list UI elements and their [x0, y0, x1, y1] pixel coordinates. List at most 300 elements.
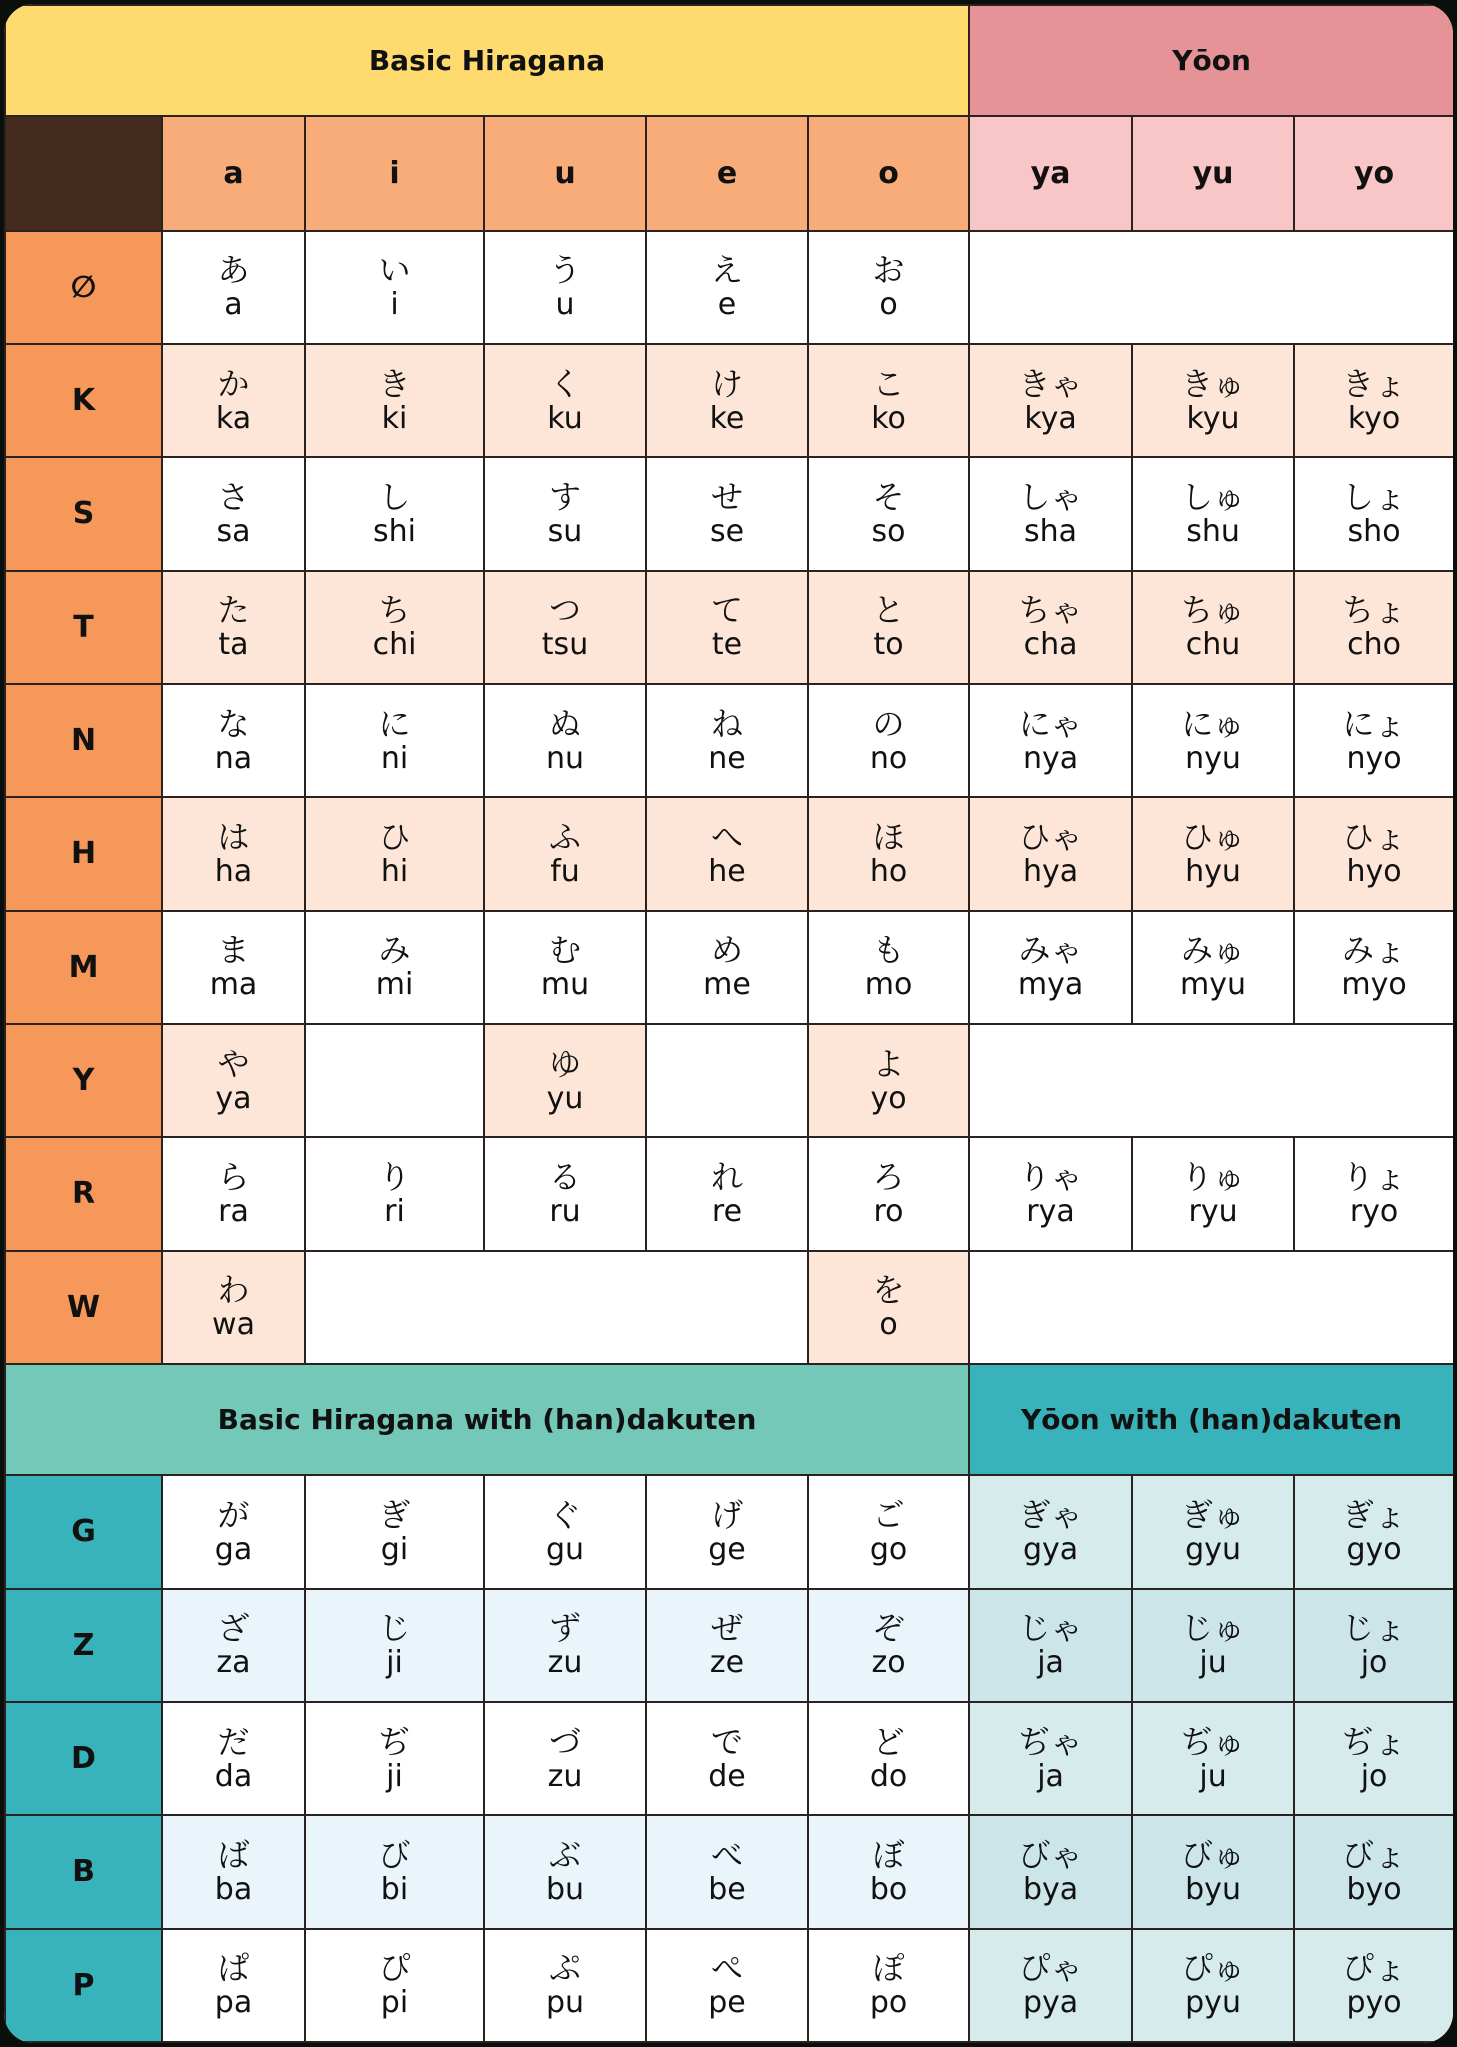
kana-cell	[162, 1589, 305, 1702]
kana: か	[217, 364, 250, 403]
kana: た	[217, 591, 250, 630]
kana: ぴゅ	[1181, 1949, 1246, 1988]
yoon-cell	[1132, 1929, 1294, 2042]
kana-cell	[162, 1024, 305, 1137]
kana: り	[378, 1157, 411, 1196]
romaji: ta	[218, 627, 249, 663]
kana-cell	[162, 684, 305, 797]
romaji: byo	[1346, 1871, 1402, 1907]
romaji: so	[871, 513, 906, 549]
romaji: ju	[1199, 1645, 1227, 1681]
kana-cell	[305, 1929, 484, 2042]
section-header-basic-label: Basic Hiragana	[368, 44, 606, 78]
kana: と	[872, 591, 905, 630]
hiragana-chart	[4, 4, 1453, 2043]
kana-cell	[484, 1137, 646, 1250]
kana: う	[548, 251, 581, 290]
yoon-cell	[969, 797, 1132, 910]
romaji: cho	[1347, 627, 1401, 663]
table-row	[5, 116, 1453, 230]
kana: びゃ	[1018, 1835, 1083, 1874]
kana-cell	[162, 797, 305, 910]
row-header	[5, 571, 162, 684]
kana: ひょ	[1342, 817, 1407, 856]
romaji: ji	[386, 1645, 403, 1681]
romaji: pu	[545, 1985, 585, 2021]
kana-cell	[646, 344, 808, 457]
kana: て	[710, 591, 743, 630]
empty-yoon-cell	[969, 1251, 1453, 1364]
romaji: ji	[386, 1758, 403, 1794]
kana-cell	[484, 1929, 646, 2042]
kana-cell	[646, 684, 808, 797]
table-row	[5, 1929, 1453, 2042]
kana-cell	[305, 1475, 484, 1588]
kana: りゅ	[1181, 1157, 1246, 1196]
kana-cell	[646, 571, 808, 684]
kana: みゅ	[1181, 931, 1246, 970]
kana: ぱ	[217, 1949, 250, 1988]
kana: ぢゅ	[1181, 1722, 1246, 1761]
kana-cell	[162, 457, 305, 570]
yoon-cell	[1294, 344, 1453, 457]
kana: で	[710, 1722, 743, 1761]
romaji: shu	[1186, 513, 1240, 549]
kana-cell	[484, 1475, 646, 1588]
kana-cell	[162, 1815, 305, 1928]
romaji: bya	[1022, 1871, 1079, 1907]
romaji: cha	[1023, 627, 1078, 663]
kana: け	[710, 364, 743, 403]
yoon-cell	[969, 684, 1132, 797]
row-header	[5, 1137, 162, 1250]
kana: も	[872, 931, 905, 970]
yoon-cell	[1132, 1589, 1294, 1702]
romaji: ku	[547, 400, 583, 436]
romaji: ka	[215, 400, 252, 436]
romaji: nyo	[1346, 740, 1402, 776]
kana-cell	[646, 1589, 808, 1702]
empty-cell	[305, 1024, 484, 1137]
kana-cell	[808, 911, 969, 1024]
romaji: sho	[1347, 513, 1401, 549]
romaji: bi	[380, 1871, 409, 1907]
vowel-header	[808, 116, 969, 230]
yoon-cell	[1132, 571, 1294, 684]
kana-cell	[484, 1024, 646, 1137]
kana-cell	[162, 1137, 305, 1250]
kana-cell	[305, 571, 484, 684]
yoon-cell	[1132, 1475, 1294, 1588]
romaji: zu	[547, 1758, 583, 1794]
kana: ぞ	[872, 1609, 905, 1648]
kana-cell	[484, 231, 646, 344]
table-row	[5, 911, 1453, 1024]
yoon-vowel-header-label: yo	[1353, 155, 1395, 191]
row-header-label: P	[72, 1967, 95, 2003]
kana: ぢ	[378, 1722, 411, 1761]
romaji: ke	[709, 400, 745, 436]
romaji: ru	[549, 1193, 581, 1229]
kana: ちゃ	[1018, 591, 1083, 630]
romaji: bu	[545, 1871, 585, 1907]
yoon-cell	[1132, 911, 1294, 1024]
kana: を	[872, 1271, 905, 1310]
romaji: ro	[873, 1193, 904, 1229]
kana-cell	[305, 457, 484, 570]
yoon-vowel-header	[969, 116, 1132, 230]
kana: い	[378, 251, 411, 290]
yoon-cell	[1294, 911, 1453, 1024]
kana: じ	[378, 1609, 411, 1648]
romaji: rya	[1026, 1193, 1075, 1229]
romaji: hi	[380, 853, 409, 889]
romaji: zu	[547, 1645, 583, 1681]
romaji: po	[869, 1985, 908, 2021]
kana: りゃ	[1018, 1157, 1083, 1196]
yoon-cell	[1294, 1815, 1453, 1928]
kana-cell	[484, 571, 646, 684]
kana: ぼ	[872, 1835, 905, 1874]
romaji: ju	[1199, 1758, 1227, 1794]
romaji: ba	[214, 1871, 253, 1907]
section-header-basic-dakuten	[5, 1364, 969, 1475]
kana: き	[378, 364, 411, 403]
romaji: se	[709, 513, 745, 549]
kana: ぴゃ	[1018, 1949, 1083, 1988]
yoon-vowel-header-label: yu	[1192, 155, 1234, 191]
romaji: ryo	[1349, 1193, 1399, 1229]
kana: ぎゅ	[1181, 1495, 1246, 1534]
kana: じょ	[1342, 1609, 1407, 1648]
romaji: sha	[1024, 513, 1078, 549]
kana-cell	[808, 1137, 969, 1250]
row-header-label: H	[70, 836, 97, 872]
kana: ぺ	[710, 1949, 743, 1988]
romaji: mu	[540, 967, 590, 1003]
yoon-cell	[969, 911, 1132, 1024]
romaji: sa	[216, 513, 251, 549]
romaji: pyu	[1185, 1985, 1241, 2021]
kana: きゅ	[1181, 364, 1246, 403]
kana: じゃ	[1018, 1609, 1083, 1648]
table-row	[5, 797, 1453, 910]
kana: ぎょ	[1342, 1495, 1407, 1534]
kana: ず	[548, 1609, 581, 1648]
kana: だ	[217, 1722, 250, 1761]
romaji: be	[708, 1871, 746, 1907]
kana: そ	[872, 477, 905, 516]
kana: びょ	[1342, 1835, 1407, 1874]
kana: りょ	[1342, 1157, 1407, 1196]
kana: ぎゃ	[1018, 1495, 1083, 1534]
kana-cell	[305, 231, 484, 344]
romaji: za	[216, 1645, 251, 1681]
kana: れ	[710, 1157, 743, 1196]
kana-cell	[646, 231, 808, 344]
romaji: ryu	[1188, 1193, 1238, 1229]
romaji: myu	[1180, 967, 1247, 1003]
row-header-label: T	[73, 609, 94, 645]
vowel-header	[162, 116, 305, 230]
romaji: ha	[214, 853, 253, 889]
romaji: gi	[380, 1531, 409, 1567]
kana: しょ	[1342, 477, 1407, 516]
row-header-label: R	[71, 1176, 96, 1212]
kana: ね	[710, 704, 743, 743]
kana: みゃ	[1018, 931, 1083, 970]
kana: ち	[378, 591, 411, 630]
romaji: su	[547, 513, 583, 549]
kana: く	[548, 364, 581, 403]
romaji: e	[717, 287, 737, 323]
table-row	[5, 684, 1453, 797]
table-row	[5, 1815, 1453, 1928]
kana: ざ	[217, 1609, 250, 1648]
kana-cell	[305, 1589, 484, 1702]
row-header	[5, 911, 162, 1024]
kana: ま	[217, 931, 250, 970]
romaji: hyu	[1185, 853, 1241, 889]
yoon-cell	[969, 1929, 1132, 2042]
romaji: tsu	[541, 627, 589, 663]
row-header-label: M	[68, 949, 99, 985]
row-header-label: N	[70, 723, 97, 759]
kana-cell	[484, 457, 646, 570]
romaji: to	[873, 627, 904, 663]
row-header-label: W	[66, 1289, 101, 1325]
kana: しゅ	[1181, 477, 1246, 516]
romaji: mya	[1017, 967, 1084, 1003]
kana: ひゅ	[1181, 817, 1246, 856]
romaji: ze	[709, 1645, 745, 1681]
table-row	[5, 1475, 1453, 1588]
kana: げ	[710, 1495, 743, 1534]
kana: は	[217, 817, 250, 856]
empty-cell	[305, 1251, 808, 1364]
romaji: na	[214, 740, 253, 776]
row-header-label: Z	[72, 1627, 95, 1663]
row-header-label: ∅	[70, 269, 97, 305]
romaji: ki	[381, 400, 408, 436]
yoon-cell	[969, 1475, 1132, 1588]
romaji: re	[711, 1193, 743, 1229]
kana: ゆ	[548, 1044, 581, 1083]
romaji: jo	[1360, 1758, 1388, 1794]
kana: ぎ	[378, 1495, 411, 1534]
kana: ぬ	[548, 704, 581, 743]
kana: ぷ	[548, 1949, 581, 1988]
yoon-vowel-header	[1132, 116, 1294, 230]
row-header	[5, 457, 162, 570]
kana-cell	[162, 911, 305, 1024]
romaji: shi	[373, 513, 416, 549]
romaji: u	[555, 287, 575, 323]
romaji: mi	[375, 967, 414, 1003]
romaji: nya	[1022, 740, 1079, 776]
romaji: pi	[380, 1985, 409, 2021]
kana-cell	[484, 1589, 646, 1702]
kana-cell	[162, 344, 305, 457]
romaji: ja	[1037, 1758, 1064, 1794]
vowel-header	[484, 116, 646, 230]
romaji: ho	[869, 853, 908, 889]
kana: ろ	[872, 1157, 905, 1196]
kana-cell	[162, 231, 305, 344]
kana: よ	[872, 1044, 905, 1083]
kana-cell	[646, 1929, 808, 2042]
kana-cell	[305, 344, 484, 457]
kana: にゅ	[1181, 704, 1245, 743]
kana-cell	[808, 1702, 969, 1815]
romaji: mo	[864, 967, 913, 1003]
kana-cell	[162, 1251, 305, 1364]
kana: ひゃ	[1018, 817, 1083, 856]
yoon-cell	[969, 1137, 1132, 1250]
romaji: chi	[372, 627, 417, 663]
kana: ぴ	[378, 1949, 411, 1988]
table-row	[5, 1589, 1453, 1702]
kana: び	[378, 1835, 411, 1874]
romaji: byu	[1185, 1871, 1241, 1907]
kana: こ	[872, 364, 905, 403]
yoon-cell	[1132, 797, 1294, 910]
romaji: gu	[545, 1531, 585, 1567]
romaji: pya	[1022, 1985, 1079, 2021]
section-header-yoon	[969, 5, 1453, 116]
kana-cell	[808, 231, 969, 344]
table-row	[5, 1137, 1453, 1250]
kana: お	[872, 251, 905, 290]
kana-cell	[808, 1589, 969, 1702]
romaji: gyu	[1185, 1531, 1241, 1567]
romaji: kya	[1024, 400, 1077, 436]
romaji: hyo	[1346, 853, 1402, 889]
table-row	[5, 1024, 1453, 1137]
row-header	[5, 797, 162, 910]
row-header	[5, 1929, 162, 2042]
romaji: nu	[545, 740, 585, 776]
kana-cell	[162, 1929, 305, 2042]
kana: る	[548, 1157, 581, 1196]
romaji: yu	[546, 1080, 584, 1116]
kana: わ	[217, 1271, 250, 1310]
kana-cell	[808, 1815, 969, 1928]
vowel-header-label: e	[716, 155, 738, 191]
romaji: ne	[708, 740, 746, 776]
romaji: chu	[1185, 627, 1241, 663]
table-row	[5, 1251, 1453, 1364]
kana-cell	[808, 797, 969, 910]
romaji: o	[879, 1307, 898, 1343]
romaji: o	[879, 287, 898, 323]
kana: え	[710, 251, 743, 290]
kana-cell	[162, 1475, 305, 1588]
yoon-cell	[1294, 1137, 1453, 1250]
kana: ぢゃ	[1018, 1722, 1083, 1761]
romaji: nyu	[1185, 740, 1241, 776]
table-row	[5, 571, 1453, 684]
kana-cell	[484, 1702, 646, 1815]
romaji: a	[224, 287, 243, 323]
kana: びゅ	[1181, 1835, 1246, 1874]
romaji: me	[703, 967, 751, 1003]
table-row	[5, 344, 1453, 457]
kana: にょ	[1342, 704, 1406, 743]
vowel-header-label: o	[878, 155, 899, 191]
yoon-cell	[969, 571, 1132, 684]
kana-cell	[484, 344, 646, 457]
table-row	[5, 1364, 1453, 1475]
kana-cell	[808, 457, 969, 570]
row-header	[5, 1815, 162, 1928]
empty-yoon-cell	[969, 231, 1453, 344]
kana-cell	[305, 797, 484, 910]
hiragana-table	[4, 4, 1453, 2043]
yoon-vowel-header	[1294, 116, 1453, 230]
romaji: ga	[214, 1531, 253, 1567]
kana: ぶ	[548, 1835, 581, 1874]
vowel-header	[646, 116, 808, 230]
kana: ちょ	[1342, 591, 1407, 630]
romaji: he	[708, 853, 746, 889]
kana-cell	[646, 457, 808, 570]
romaji: ko	[871, 400, 906, 436]
table-row	[5, 231, 1453, 344]
section-header-yoon-label: Yōon	[1172, 44, 1251, 78]
kana: にゃ	[1018, 704, 1083, 743]
kana-cell	[808, 344, 969, 457]
empty-yoon-cell	[969, 1024, 1453, 1137]
yoon-cell	[969, 344, 1132, 457]
romaji: do	[869, 1758, 908, 1794]
romaji: zo	[871, 1645, 906, 1681]
kana-cell	[808, 684, 969, 797]
romaji: ni	[380, 740, 409, 776]
romaji: ja	[1037, 1645, 1064, 1681]
kana: きゃ	[1018, 364, 1083, 403]
kana: し	[378, 477, 411, 516]
kana: ば	[217, 1835, 250, 1874]
yoon-cell	[1294, 1475, 1453, 1588]
yoon-cell	[1294, 1589, 1453, 1702]
romaji: wa	[212, 1307, 255, 1343]
row-header	[5, 684, 162, 797]
vowel-header-label: i	[389, 155, 400, 191]
kana-cell	[808, 1251, 969, 1364]
kana: が	[217, 1495, 250, 1534]
row-header-label: S	[72, 496, 95, 532]
romaji: ma	[209, 967, 258, 1003]
kana: ぜ	[710, 1609, 743, 1648]
yoon-cell	[1294, 797, 1453, 910]
romaji: jo	[1360, 1645, 1388, 1681]
romaji: pe	[708, 1985, 746, 2021]
row-header	[5, 1024, 162, 1137]
romaji: te	[711, 627, 743, 663]
kana: ど	[872, 1722, 905, 1761]
table-row	[5, 457, 1453, 570]
romaji: kyu	[1186, 400, 1240, 436]
kana: む	[548, 931, 581, 970]
romaji: ri	[384, 1193, 405, 1229]
yoon-cell	[1294, 457, 1453, 570]
row-header-label: K	[71, 383, 96, 419]
section-header-yoon-dakuten	[969, 1364, 1453, 1475]
yoon-cell	[1294, 1929, 1453, 2042]
yoon-vowel-header-label: ya	[1030, 155, 1071, 191]
yoon-cell	[1132, 1702, 1294, 1815]
